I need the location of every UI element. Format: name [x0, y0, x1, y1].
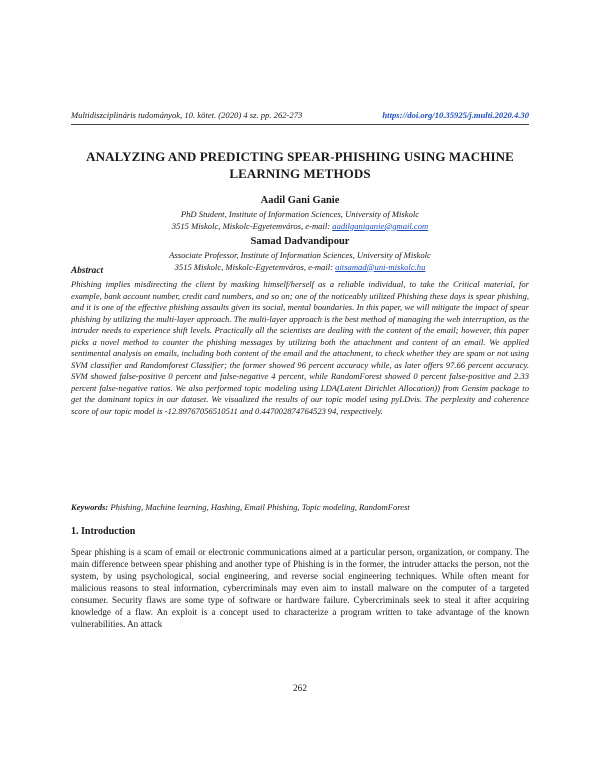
abstract-heading: Abstract	[71, 266, 104, 276]
email-link[interactable]: aitsamad@uni-miskolc.hu	[335, 261, 426, 272]
abstract-body: Phishing implies misdirecting the client by masking himself/herself as a reliable individual, to take the Critical material, for example, bank account number, credit card numbers, and so on; one of the noticeably utilized Phishing these days is spear phishing, and it is one of the effective phishing assaults given its social, mental boundaries. In this paper, we will mitigate the impact of spear phishing by utilizing the multi-layer approach. The multi-layer approach is the best method of managing the web interruption, as the intruder needs to experience shift levels. Practically all the scientists are dealing with the content of the email; however, this paper picks a novel method to counter the phishing messages by utilizing both the attachment and content of an email. We applied sentimental analysis on emails, including both content of the email and the attachment, to check whether they are spam or not using SVM classifier and Randomforest Classifier; the former showed 96 percent accuracy while, as later offers 97.66 percent accuracy. SVM showed false-positive 0 percent and false-negative 4 percent, while RandomForest showed 0 percent false-positive and 2.33 percent false-negative ratios. We also performed topic modeling using LDA(Latent Dirichlet Allocation)) from Gensim package to get the dominant topics in our dataset. We visualized the results of our topic model using pyLDvis. The perplexity and coherence score of our topic model is -12.89767056510511 and 0.447002874764523 94, respectively.	[71, 279, 529, 416]
keywords-list: Phishing, Machine learning, Hashing, Email Phishing, Topic modeling, RandomForest	[108, 502, 410, 512]
address-text: 3515 Miskolc, Miskolc-Egyetemváros, e-mail:	[171, 220, 333, 231]
email-link[interactable]: aadilganiganie@gmail.com	[332, 220, 429, 231]
running-header	[71, 110, 529, 124]
affiliation-address	[60, 262, 540, 274]
address-text: 3515 Miskolc, Miskolc-Egyetemváros, e-mail:	[174, 261, 336, 272]
author-affiliation-1	[60, 209, 540, 232]
author-name-2: Samad Dadvandipour	[250, 236, 350, 247]
affiliation-address	[60, 221, 540, 233]
affiliation-line: PhD Student, Institute of Information Sciences, University of Miskolc	[180, 209, 420, 219]
affiliation-line: Associate Professor, Institute of Information Sciences, University of Miskolc	[169, 250, 431, 260]
author-name-1: Aadil Gani Ganie	[260, 195, 340, 206]
author-affiliation-2	[60, 250, 540, 273]
doi-link[interactable]: https://doi.org/10.35925/j.multi.2020.4.30	[382, 110, 529, 120]
section-body: Spear phishing is a scam of email or electronic communications aimed at a particular person, organization, or company. The main difference between spear phishing and another type of Phishing is in the former, the intruder attacks the person, not the system, by using psychological, social engineering, and reverse social engineering techniques. While often meant for malicious reasons to steal information, cybercriminals may even aim to install malware on the computer of a targeted consumer. Security flaws are some type of software or hardware failure. Cybercriminals seek to steal it after acquiring knowledge of a flaw. An exploit is a concept used to characterize a program written to take advantage of the known vulnerabilities. An attack	[71, 547, 529, 629]
keywords-label: Keywords:	[71, 502, 109, 512]
paper-title: ANALYZING AND PREDICTING SPEAR-PHISHING USING MACHINE LEARNING METHODS	[86, 149, 514, 181]
keywords	[71, 502, 529, 514]
section-heading: 1. Introduction	[71, 526, 136, 537]
journal-citation: Multidiszciplináris tudományok, 10. kötet. (2020) 4 sz. pp. 262-273	[71, 110, 303, 120]
page-number: 262	[293, 684, 307, 694]
header-divider	[71, 124, 529, 125]
